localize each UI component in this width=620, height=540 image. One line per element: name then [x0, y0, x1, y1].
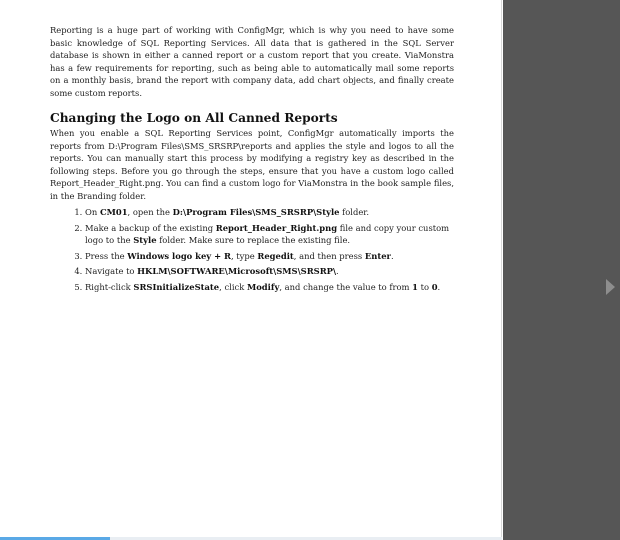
step-text: to [417, 281, 432, 292]
step-bold: CM01 [99, 207, 128, 217]
step-text: file and copy your custom logo to the [85, 222, 450, 245]
step-text: , click [219, 281, 247, 292]
step-text: . [437, 281, 441, 292]
step-bold: 1 [412, 281, 418, 292]
step-text: , open the [127, 207, 173, 217]
reader-side-panel [503, 0, 620, 540]
step-bold: SRSInitializeState [133, 281, 220, 292]
step-text: Navigate to [85, 266, 138, 276]
step-text: folder. Make sure to replace the existing file. [156, 235, 351, 245]
step-bold: HKLM\SOFTWARE\Microsoft\SMS\SRSRP\ [137, 266, 337, 276]
step-text: , and then press [293, 250, 365, 261]
step-bold: Regedit [257, 250, 294, 261]
step-text: On [85, 207, 100, 217]
page-content [50, 24, 454, 296]
step-text: , and change the value to from [279, 281, 413, 292]
step-item [85, 250, 454, 263]
step-item [85, 206, 454, 219]
step-bold: 0 [431, 281, 438, 292]
step-bold: Windows logo key + R [127, 250, 231, 261]
section-heading: Changing the Logo on All Canned Reports [50, 111, 338, 125]
step-item [85, 222, 454, 247]
step-text: Right-click [85, 281, 134, 292]
step-bold: Style [133, 235, 157, 245]
chevron-right-icon[interactable] [606, 279, 615, 295]
section-paragraph: When you enable a SQL Reporting Services point, ConfigMgr automatically imports the reports from D:\Program Files\SMS_SRSRP\reports and applies the style and logos to all the reports. You can manually start this process by modifying a registry key as described in the following steps. Before you go through the steps, ensure that you have a custom logo called Report_Header_Right.png. You can find a custom logo for ViaMonstra in the book sample files, in the Branding folder. [50, 128, 454, 201]
step-item [85, 281, 454, 294]
step-text: Make a backup of the existing [85, 222, 216, 233]
step-bold: D:\Program Files\SMS_SRSRP\Style [172, 207, 340, 217]
step-text: . [336, 266, 339, 276]
step-bold: Modify [246, 281, 280, 292]
intro-paragraph: Reporting is a huge part of working with ConfigMgr, which is why you need to have some basic knowledge of SQL Reporting Services. All data that is gathered in the SQL Server database is shown in either a canned report or a custom report that you create. ViaMonstra has a few requirements for reporting, such as being able to automatically mail some reports on a monthly basis, brand the report with company data, add chart objects, and finally create some custom reports. [50, 25, 454, 98]
step-bold: Enter [364, 250, 391, 261]
step-text: folder. [339, 207, 370, 217]
steps-list [50, 206, 454, 293]
step-bold: Report_Header_Right.png [215, 222, 338, 233]
step-item [85, 265, 454, 278]
step-text: , type [230, 250, 258, 261]
step-text: . [390, 250, 394, 261]
step-text: Press the [85, 250, 128, 261]
